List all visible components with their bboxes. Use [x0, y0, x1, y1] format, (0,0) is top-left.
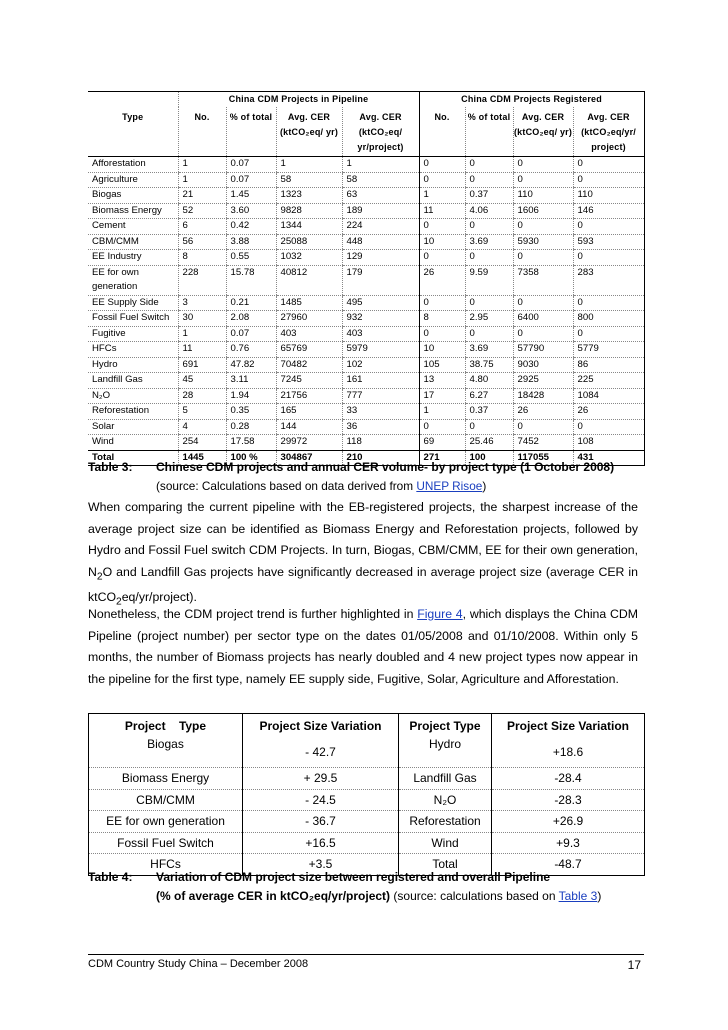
cell: 0	[573, 219, 644, 235]
row-label: CBM/CMM	[88, 234, 178, 250]
cell: 7452	[513, 435, 573, 451]
variation-cell: +18.6	[492, 737, 645, 768]
cell: 1	[419, 404, 465, 420]
cell: 100 %	[226, 450, 276, 466]
table-row	[89, 811, 645, 833]
cell: 777	[342, 388, 419, 404]
column-header: % of total	[465, 107, 513, 157]
cell: 102	[342, 357, 419, 373]
cell: 495	[342, 295, 419, 311]
variation-cell: -28.3	[492, 789, 645, 811]
variation-cell: - 24.5	[243, 789, 399, 811]
project-type-cell: HFCs	[89, 854, 243, 876]
project-type-cell: Wind	[399, 832, 492, 854]
table-row	[88, 203, 644, 219]
cell: 932	[342, 311, 419, 327]
row-label: Hydro	[88, 357, 178, 373]
footer-title: CDM Country Study China – December 2008	[88, 958, 309, 970]
cell: 448	[342, 234, 419, 250]
cell: 3	[178, 295, 226, 311]
cell: 3.11	[226, 373, 276, 389]
cell: 691	[178, 357, 226, 373]
t4-header-variation-1: Project Size Variation	[243, 714, 399, 738]
cell: 1606	[513, 203, 573, 219]
cell: 1084	[573, 388, 644, 404]
variation-cell: + 29.5	[243, 768, 399, 790]
footer-divider	[88, 954, 644, 955]
row-label: Fossil Fuel Switch	[88, 311, 178, 327]
row-label: Reforestation	[88, 404, 178, 420]
cell: 1	[178, 172, 226, 188]
cell: 25088	[276, 234, 342, 250]
cell: 57790	[513, 342, 573, 358]
table-3-caption	[88, 460, 644, 496]
row-label: Afforestation	[88, 157, 178, 173]
group-header-registered: China CDM Projects Registered	[419, 92, 644, 108]
cell: 4.06	[465, 203, 513, 219]
cell: 3.88	[226, 234, 276, 250]
cell: 1445	[178, 450, 226, 466]
cell: 1.94	[226, 388, 276, 404]
cell: 0	[465, 250, 513, 266]
cell: 0	[573, 172, 644, 188]
project-type-cell: Landfill Gas	[399, 768, 492, 790]
cell: 179	[342, 265, 419, 295]
t4-header-variation-2: Project Size Variation	[492, 714, 645, 738]
row-label: EE Supply Side	[88, 295, 178, 311]
cell: 11	[419, 203, 465, 219]
caption-subtitle: (% of average CER in ktCO₂eq/yr/project) (source: calculations based on Table 3)	[156, 889, 602, 903]
cell: 0.21	[226, 295, 276, 311]
cell: 9828	[276, 203, 342, 219]
cell: 5	[178, 404, 226, 420]
cell: 47.82	[226, 357, 276, 373]
cell: 36	[342, 419, 419, 435]
group-header-pipeline: China CDM Projects in Pipeline	[178, 92, 419, 108]
cell: 0	[465, 419, 513, 435]
cell: 118	[342, 435, 419, 451]
cell: 1323	[276, 188, 342, 204]
row-label: N₂O	[88, 388, 178, 404]
cell: 431	[573, 450, 644, 466]
table-row	[88, 219, 644, 235]
cell: 30	[178, 311, 226, 327]
cell: 13	[419, 373, 465, 389]
row-label: Cement	[88, 219, 178, 235]
cell: 403	[342, 326, 419, 342]
project-type-cell: Total	[399, 854, 492, 876]
variation-cell: - 36.7	[243, 811, 399, 833]
cell: 117055	[513, 450, 573, 466]
cell: 45	[178, 373, 226, 389]
cell: 0	[513, 219, 573, 235]
cell: 0	[513, 295, 573, 311]
column-header: No.	[178, 107, 226, 157]
row-label: HFCs	[88, 342, 178, 358]
cell: 283	[573, 265, 644, 295]
cell: 25.46	[465, 435, 513, 451]
cell: 110	[573, 188, 644, 204]
cell: 161	[342, 373, 419, 389]
variation-cell: -28.4	[492, 768, 645, 790]
project-type-cell: EE for own generation	[89, 811, 243, 833]
table-row	[88, 295, 644, 311]
cell: 0	[513, 419, 573, 435]
table-row	[88, 234, 644, 250]
row-label: Biogas	[88, 188, 178, 204]
cell: 17	[419, 388, 465, 404]
caption-source: (source: Calculations based on data derived from UNEP Risoe)	[156, 479, 487, 493]
cell: 0.76	[226, 342, 276, 358]
cell: 15.78	[226, 265, 276, 295]
table-row	[89, 832, 645, 854]
column-header: Avg. CER (ktCO₂eq/ yr/project)	[342, 107, 419, 157]
cell: 165	[276, 404, 342, 420]
cell: 0	[513, 157, 573, 173]
project-type-cell: CBM/CMM	[89, 789, 243, 811]
cell: 7245	[276, 373, 342, 389]
cell: 40812	[276, 265, 342, 295]
cell: 58	[342, 172, 419, 188]
cell: 28	[178, 388, 226, 404]
page-number: 17	[627, 958, 641, 972]
table-row	[88, 326, 644, 342]
cell: 6400	[513, 311, 573, 327]
cell: 63	[342, 188, 419, 204]
cell: 0.07	[226, 172, 276, 188]
cell: 56	[178, 234, 226, 250]
table-row	[88, 404, 644, 420]
cell: 0	[419, 419, 465, 435]
project-type-cell: Biogas	[89, 737, 243, 768]
cell: 3.69	[465, 342, 513, 358]
row-label: EE Industry	[88, 250, 178, 266]
cell: 1	[276, 157, 342, 173]
table-row	[88, 311, 644, 327]
column-header: % of total	[226, 107, 276, 157]
unep-risoe-link[interactable]: UNEP Risoe	[416, 479, 483, 493]
cell: 5979	[342, 342, 419, 358]
cell: 1	[419, 188, 465, 204]
cell: 1	[178, 326, 226, 342]
cell: 86	[573, 357, 644, 373]
cell: 189	[342, 203, 419, 219]
cell: 146	[573, 203, 644, 219]
cell: 3.69	[465, 234, 513, 250]
cell: 27960	[276, 311, 342, 327]
cell: 33	[342, 404, 419, 420]
cell: 29972	[276, 435, 342, 451]
cell: 1032	[276, 250, 342, 266]
row-label: Agriculture	[88, 172, 178, 188]
cell: 593	[573, 234, 644, 250]
project-type-cell: N₂O	[399, 789, 492, 811]
table-row	[88, 188, 644, 204]
paragraph-trend: Nonetheless, the CDM project trend is further highlighted in Figure 4, which displays the China CDM Pipeline (project number) per sector type on the dates 01/05/2008 and 01/10/2008. Within only 5 months, the number of Biomass projects has nearly doubled and 4 new project types now appear in the pipeline for the first type, namely EE supply side, Fugitive, Solar, Agriculture and Afforestation.	[88, 607, 638, 686]
project-type-cell: Reforestation	[399, 811, 492, 833]
t4-header-type-2: Project Type	[399, 714, 492, 738]
cell: 2.95	[465, 311, 513, 327]
row-label: Landfill Gas	[88, 373, 178, 389]
cell: 1344	[276, 219, 342, 235]
cell: 129	[342, 250, 419, 266]
table-row	[88, 357, 644, 373]
figure-4-link[interactable]: Figure 4	[417, 607, 463, 621]
cell: 21	[178, 188, 226, 204]
cell: 0	[573, 250, 644, 266]
cell: 304867	[276, 450, 342, 466]
cell: 0	[419, 326, 465, 342]
cell: 26	[419, 265, 465, 295]
column-header: Type	[88, 107, 178, 157]
caption-title: Chinese CDM projects and annual CER volume- by project type (1 October 2008)	[156, 460, 615, 474]
cell: 210	[342, 450, 419, 466]
project-type-cell: Biomass Energy	[89, 768, 243, 790]
cell: 6	[178, 219, 226, 235]
cell: 225	[573, 373, 644, 389]
cell: 0.42	[226, 219, 276, 235]
cell: 228	[178, 265, 226, 295]
cell: 100	[465, 450, 513, 466]
caption-label: Table 4:	[88, 870, 133, 884]
cell: 38.75	[465, 357, 513, 373]
caption-label: Table 3:	[88, 460, 133, 474]
variation-cell: +16.5	[243, 832, 399, 854]
cell: 10	[419, 234, 465, 250]
variation-cell: -48.7	[492, 854, 645, 876]
cell: 0	[573, 419, 644, 435]
cell: 0	[573, 157, 644, 173]
table-4-caption	[88, 870, 644, 906]
cell: 8	[419, 311, 465, 327]
cell: 0	[465, 295, 513, 311]
cell: 3.60	[226, 203, 276, 219]
table-3	[88, 91, 645, 466]
cell: 7358	[513, 265, 573, 295]
paragraph-comparison: When comparing the current pipeline with the EB-registered projects, the sharpest increase of the average project size can be identified as Biomass Energy and Reforestation projects, followed by Hydro and Fossil Fuel switch CDM Projects. In turn, Biogas, CBM/CMM, EE for their own generation, $N_2O$ and Landfill Gas projects have significantly decreased in average project size (average CER in ktCO$_2$eq/yr/project).	[88, 500, 638, 608]
cell: 0	[573, 295, 644, 311]
table-row	[88, 373, 644, 389]
cell: 26	[573, 404, 644, 420]
cell: 0	[513, 326, 573, 342]
cell: 1485	[276, 295, 342, 311]
table-row	[88, 419, 644, 435]
row-label: Solar	[88, 419, 178, 435]
table-row	[88, 265, 644, 295]
column-header: Avg. CER (ktCO₂eq/ yr)	[513, 107, 573, 157]
row-label: Total	[88, 450, 178, 466]
table-row	[88, 172, 644, 188]
cell: 17.58	[226, 435, 276, 451]
cell: 26	[513, 404, 573, 420]
cell: 9030	[513, 357, 573, 373]
project-type-cell: Hydro	[399, 737, 492, 768]
cell: 0	[465, 157, 513, 173]
table-row	[88, 250, 644, 266]
cell: 9.59	[465, 265, 513, 295]
cell: 69	[419, 435, 465, 451]
cell: 0.35	[226, 404, 276, 420]
cell: 0	[419, 295, 465, 311]
cell: 224	[342, 219, 419, 235]
cell: 144	[276, 419, 342, 435]
cell: 0	[513, 172, 573, 188]
cell: 1.45	[226, 188, 276, 204]
cell: 58	[276, 172, 342, 188]
table-row	[88, 157, 644, 173]
table-row	[89, 737, 645, 768]
cell: 0.28	[226, 419, 276, 435]
column-header: Avg. CER (ktCO₂eq/ yr)	[276, 107, 342, 157]
cell: 0.07	[226, 157, 276, 173]
table-4-body	[89, 737, 645, 875]
cell: 0	[573, 326, 644, 342]
cell: 70482	[276, 357, 342, 373]
row-label: Fugitive	[88, 326, 178, 342]
cell: 0	[419, 219, 465, 235]
table-row	[88, 388, 644, 404]
cell: 403	[276, 326, 342, 342]
cell: 0	[465, 219, 513, 235]
cell: 4.80	[465, 373, 513, 389]
cell: 0	[419, 157, 465, 173]
cell: 0	[419, 250, 465, 266]
cell: 110	[513, 188, 573, 204]
row-label: EE for own generation	[88, 265, 178, 295]
cell: 0	[419, 172, 465, 188]
cell: 2925	[513, 373, 573, 389]
cell: 0.07	[226, 326, 276, 342]
cell: 0	[513, 250, 573, 266]
cell: 0.37	[465, 188, 513, 204]
variation-cell: +9.3	[492, 832, 645, 854]
cell: 5930	[513, 234, 573, 250]
cell: 65769	[276, 342, 342, 358]
caption-title: Variation of CDM project size between registered and overall Pipeline	[156, 870, 551, 884]
cell: 800	[573, 311, 644, 327]
cell: 11	[178, 342, 226, 358]
cell: 8	[178, 250, 226, 266]
cell: 0.55	[226, 250, 276, 266]
variation-cell: +26.9	[492, 811, 645, 833]
cell: 6.27	[465, 388, 513, 404]
cell: 4	[178, 419, 226, 435]
variation-cell: - 42.7	[243, 737, 399, 768]
cell: 271	[419, 450, 465, 466]
cell: 18428	[513, 388, 573, 404]
cell: 254	[178, 435, 226, 451]
t4-header-type-1: Project Type	[89, 714, 243, 738]
cell: 108	[573, 435, 644, 451]
row-label: Wind	[88, 435, 178, 451]
column-header: No.	[419, 107, 465, 157]
cell: 1	[178, 157, 226, 173]
variation-cell: +3.5	[243, 854, 399, 876]
table-row	[89, 768, 645, 790]
table-row	[88, 435, 644, 451]
cell: 52	[178, 203, 226, 219]
cell: 2.08	[226, 311, 276, 327]
cell: 0.37	[465, 404, 513, 420]
column-header-row	[88, 107, 644, 157]
cell: 1	[342, 157, 419, 173]
cell: 10	[419, 342, 465, 358]
cell: 0	[465, 172, 513, 188]
project-type-cell: Fossil Fuel Switch	[89, 832, 243, 854]
table-row	[88, 342, 644, 358]
cell: 21756	[276, 388, 342, 404]
row-label: Biomass Energy	[88, 203, 178, 219]
table-3-body	[88, 157, 644, 466]
cell: 5779	[573, 342, 644, 358]
table-4	[88, 713, 645, 876]
table-row	[89, 789, 645, 811]
table-3-link[interactable]: Table 3	[558, 889, 598, 903]
cell: 0	[465, 326, 513, 342]
cell: 105	[419, 357, 465, 373]
column-header: Avg. CER (ktCO₂eq/yr/ project)	[573, 107, 644, 157]
